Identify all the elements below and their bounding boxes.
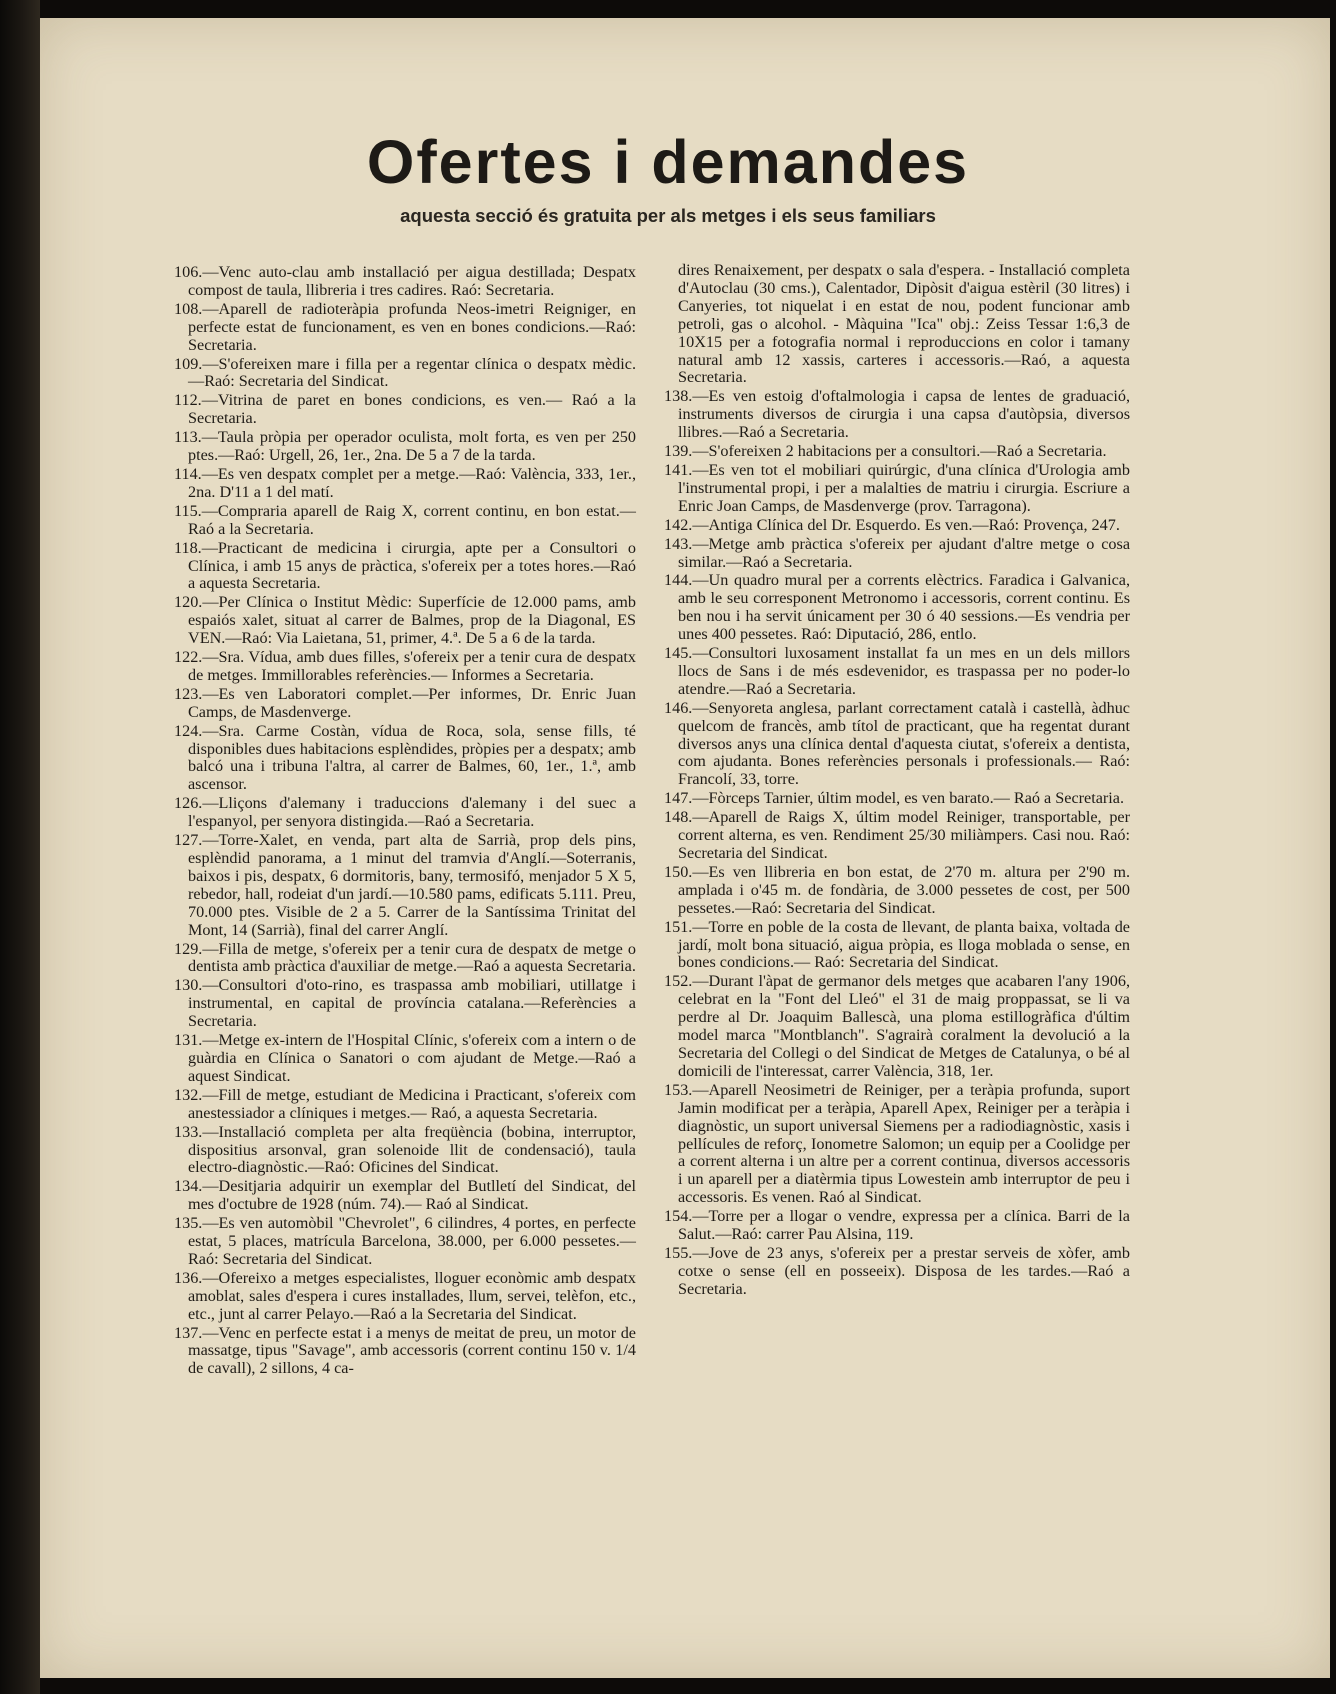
listing-148: 148.—Aparell de Raigs X, últim model Reiniger, transportable, per corrent alterna, es ven. Rendiment 25/30 miliàmpers. Casi nou. Raó: Secretaria del Sindicat. (664, 808, 1130, 862)
listing-106: 106.—Venc auto-clau amb installació per aigua destillada; Despatx compost de taula, llibreria i tres cadires. Raó: Secretaria. (174, 263, 636, 299)
listing-137: 137.—Venc en perfecte estat i a menys de meitat de preu, un motor de massatge, tipus "Savage", amb accessoris (corrent continu 150 v. 1/4 de cavall), 2 sillons, 4 ca- (174, 1323, 636, 1378)
page-subtitle: aquesta secció és gratuita per als metges i els seus familiars (400, 205, 936, 226)
listing-127: 127.—Torre-Xalet, en venda, part alta de Sarrià, prop dels pins, esplèndid panorama, a 1 minut del tramvia d'Anglí.—Soterranis, baixos i pis, despatx, 6 dormitoris, bany, termosifó, menjador 5 X 5, rebedor, hall, rodeiat d'un jardí.—10.580 pams, edificats 5.111. Preu, 70.000 ptes. Visible de 2 a 5. Carrer de la Santíssima Trinitat del Mont, 14 (Sarrià), final del carrer Anglí. (174, 831, 636, 939)
listing-124: 124.—Sra. Carme Costàn, vídua de Roca, sola, sense fills, té disponibles dues habitacions esplèndides, pròpies per a despatx; amb balcó una i tribuna l'altra, al carrer de Balmes, 60, 1er., 1.ª, amb ascensor. (174, 721, 636, 794)
listing-115: 115.—Compraria aparell de Raig X, corrent continu, en bon estat.—Raó a la Secretaria. (174, 501, 636, 538)
listing-109: 109.—S'ofereixen mare i filla per a regentar clínica o despatx mèdic.—Raó: Secretaria del Sindicat. (174, 354, 636, 391)
left-column (174, 264, 636, 1379)
listing-122: 122.—Sra. Vídua, amb dues filles, s'ofereix per a tenir cura de despatx de metges. Immillorables referències.— Informes a Secretaria. (174, 648, 636, 684)
listing-126: 126.—Lliçons d'alemany i traduccions d'alemany i del suec a l'espanyol, per senyora distingida.—Raó a Secretaria. (174, 794, 636, 831)
listing-143: 143.—Metge amb pràctica s'ofereix per ajudant d'altre metge o cosa similar.—Raó a Secretaria. (664, 534, 1130, 571)
listing-132: 132.—Fill de metge, estudiant de Medicina i Practicant, s'ofereix com anestessiador a clíniques i metges.— Raó, a aquesta Secretaria. (174, 1085, 636, 1122)
listing-120: 120.—Per Clínica o Institut Mèdic: Superfície de 12.000 pams, amb espaiós xalet, situat al carrer de Balmes, prop de la Diagonal, ES VEN.—Raó: Via Laietana, 51, primer, 4.ª. De 5 a 6 de la tarda. (174, 593, 636, 648)
listing-129: 129.—Filla de metge, s'ofereix per a tenir cura de despatx de metge o dentista amb pràctica d'auxiliar de metge.—Raó a aquesta Secretaria. (174, 939, 636, 976)
listing-131: 131.—Metge ex-intern de l'Hospital Clínic, s'ofereix com a intern o de guàrdia en Clínica o Sanatori o com ajudant de Metge.—Raó a aquest Sindicat. (174, 1031, 636, 1085)
listing-123: 123.—Es ven Laboratori complet.—Per informes, Dr. Enric Juan Camps, de Masdenverge. (174, 684, 636, 721)
listing-113: 113.—Taula pròpia per operador oculista, molt forta, es ven per 250 ptes.—Raó: Urgell, 26, 1er., 2na. De 5 a 7 de la tarda. (174, 428, 636, 465)
right-column (664, 262, 1130, 1300)
listing-153: 153.—Aparell Neosimetri de Reiniger, per a teràpia profunda, suport Jamin modificat per a teràpia, Aparell Apex, Reiniger per a teràpia i diagnòstic, un suport universal Siemens per a radiodiagnòstic, xasis i pellícules de reforç, Ionometre Salomon; un equip per a Coolidge per a corrent alterna i un altre per a corrent continua, diversos accessoris i un aparell per a diatèrmia tipus Lowestein amb interruptor de peu i accessoris. Es venen. Raó al Sindicat. (664, 1080, 1130, 1207)
listing-135: 135.—Es ven automòbil "Chevrolet", 6 cilindres, 4 portes, en perfecte estat, 5 places, matrícula Barcelona, 38.000, per 6.000 pessetes.—Raó: Secretaria del Sindicat. (174, 1214, 636, 1268)
listing-146: 146.—Senyoreta anglesa, parlant correctament català i castellà, àdhuc quelcom de francès, amb títol de practicant, que ha regentat durant diversos anys una clínica dental d'aquesta ciutat, s'ofereix a dentista, com ajudanta. Bones referències personals i professionals.— Raó: Francolí, 33, torre. (664, 698, 1130, 789)
listing-139: 139.—S'ofereixen 2 habitacions per a consultori.—Raó a Secretaria. (664, 442, 1107, 461)
listing-118: 118.—Practicant de medicina i cirurgia, apte per a Consultori o Clínica, i amb 15 anys de pràctica, s'ofereix per a totes hores.—Raó a aquesta Secretaria. (174, 538, 636, 593)
page-title: Ofertes i demandes (366, 128, 970, 196)
listing-154: 154.—Torre per a llogar o vendre, expressa per a clínica. Barri de la Salut.—Raó: carrer Pau Alsina, 119. (664, 1207, 1130, 1244)
listing-138: 138.—Es ven estoig d'oftalmologia i capsa de lentes de graduació, instruments diversos de cirurgia i una capsa d'autòpsia, diversos llibres.—Raó a Secretaria. (664, 387, 1130, 442)
listing-144: 144.—Un quadro mural per a corrents elèctrics. Faradica i Galvanica, amb le seu corresponent Metronomo i accessoris, corrent continu. Es ben nou i ha servit únicament per 30 ó 40 sessions.—Es vendria per unes 400 pessetes. Raó: Diputació, 286, entlo. (664, 571, 1130, 644)
listing-151: 151.—Torre en poble de la costa de llevant, de planta baixa, voltada de jardí, molt bona situació, aigua pròpia, es lloga moblada o sense, en bones condicions.— Raó: Secretaria del Sindicat. (664, 917, 1130, 972)
listing-108: 108.—Aparell de radioteràpia profunda Neos-imetri Reigniger, en perfecte estat de funcionament, es ven en bones condicions.—Raó: Secretaria. (174, 299, 636, 354)
listing-137-continued: dires Renaixement, per despatx o sala d'espera. - Installació completa d'Autoclau (30 cms.), Calentador, Dipòsit d'aigua estèril (30 litres) i Canyeries, tot niquelat i en estat de nou, podent funcionar amb petroli, gas o alcohol. - Màquina "Ica" obj.: Zeiss Tessar 1:6,3 de 10X15 per a fotografia normal i reproduccions en color i tamany natural amb 12 xassis, carteres i accessoris.—Raó, a aquesta Secretaria. (678, 261, 1130, 387)
listing-150: 150.—Es ven llibreria en bon estat, de 2'70 m. altura per 2'90 m. amplada i o'45 m. de fondària, de 3.000 pessetes de cost, per 500 pessetes.—Raó: Secretaria del Sindicat. (664, 862, 1130, 917)
listing-145: 145.—Consultori luxosament installat fa un mes en un dels millors llocs de Sans i de més esdevenidor, es traspassa per no poder-lo atendre.—Raó a Secretaria. (664, 644, 1130, 698)
listing-130: 130.—Consultori d'oto-rino, es traspassa amb mobiliari, utillatge i instrumental, en capital de província catalana.—Referències a Secretaria. (174, 976, 636, 1031)
listing-134: 134.—Desitjaria adquirir un exemplar del Butlletí del Sindicat, del mes d'octubre de 1928 (núm. 74).— Raó al Sindicat. (174, 1177, 636, 1214)
listing-133: 133.—Installació completa per alta freqüència (bobina, interruptor, dispositius arsonval, gran solenoide llit de condensació), taula electro-diagnòstic.—Raó: Oficines del Sindicat. (174, 1122, 636, 1177)
listing-152: 152.—Durant l'àpat de germanor dels metges que acabaren l'any 1906, celebrat en la "Font del Lleó" el 31 de maig proppassat, se li va perdre al Dr. Joaquim Ballescà, una ploma estillogràfica d'últim model marca "Montblanch". S'agrairà coralment la devolució a la Secretaria del Collegi o del Sindicat de Metges de Catalunya, o bé al domicili de l'interessat, carrer València, 318, 1er. (664, 972, 1130, 1080)
listing-112: 112.—Vitrina de paret en bones condicions, es ven.— Raó a la Secretaria. (174, 391, 636, 428)
book-binding-edge (0, 0, 40, 1694)
listing-142: 142.—Antiga Clínica del Dr. Esquerdo. Es ven.—Raó: Provença, 247. (664, 515, 1120, 534)
listing-136: 136.—Ofereixo a metges especialistes, lloguer econòmic amb despatx amoblat, sales d'espera i cures installades, llum, servei, telèfon, etc., etc., junt al carrer Pelayo.—Raó a la Secretaria del Sindicat. (174, 1268, 636, 1323)
listing-141: 141.—Es ven tot el mobiliari quirúrgic, d'una clínica d'Urologia amb l'instrumental propi, i per a malalties de matriu i cirurgia. Escriure a Enric Joan Camps, de Masdenverge (prov. Tarragona). (664, 460, 1130, 515)
listing-155: 155.—Jove de 23 anys, s'ofereix per a prestar serveis de xòfer, amb cotxe o sense (ell en posseeix). Disposa de les tardes.—Raó a Secretaria. (664, 1243, 1130, 1298)
listing-114: 114.—Es ven despatx complet per a metge.—Raó: València, 333, 1er., 2na. D'11 a 1 del matí. (174, 464, 636, 501)
listing-147: 147.—Fòrceps Tarnier, últim model, es ven barato.— Raó a Secretaria. (664, 789, 1125, 808)
